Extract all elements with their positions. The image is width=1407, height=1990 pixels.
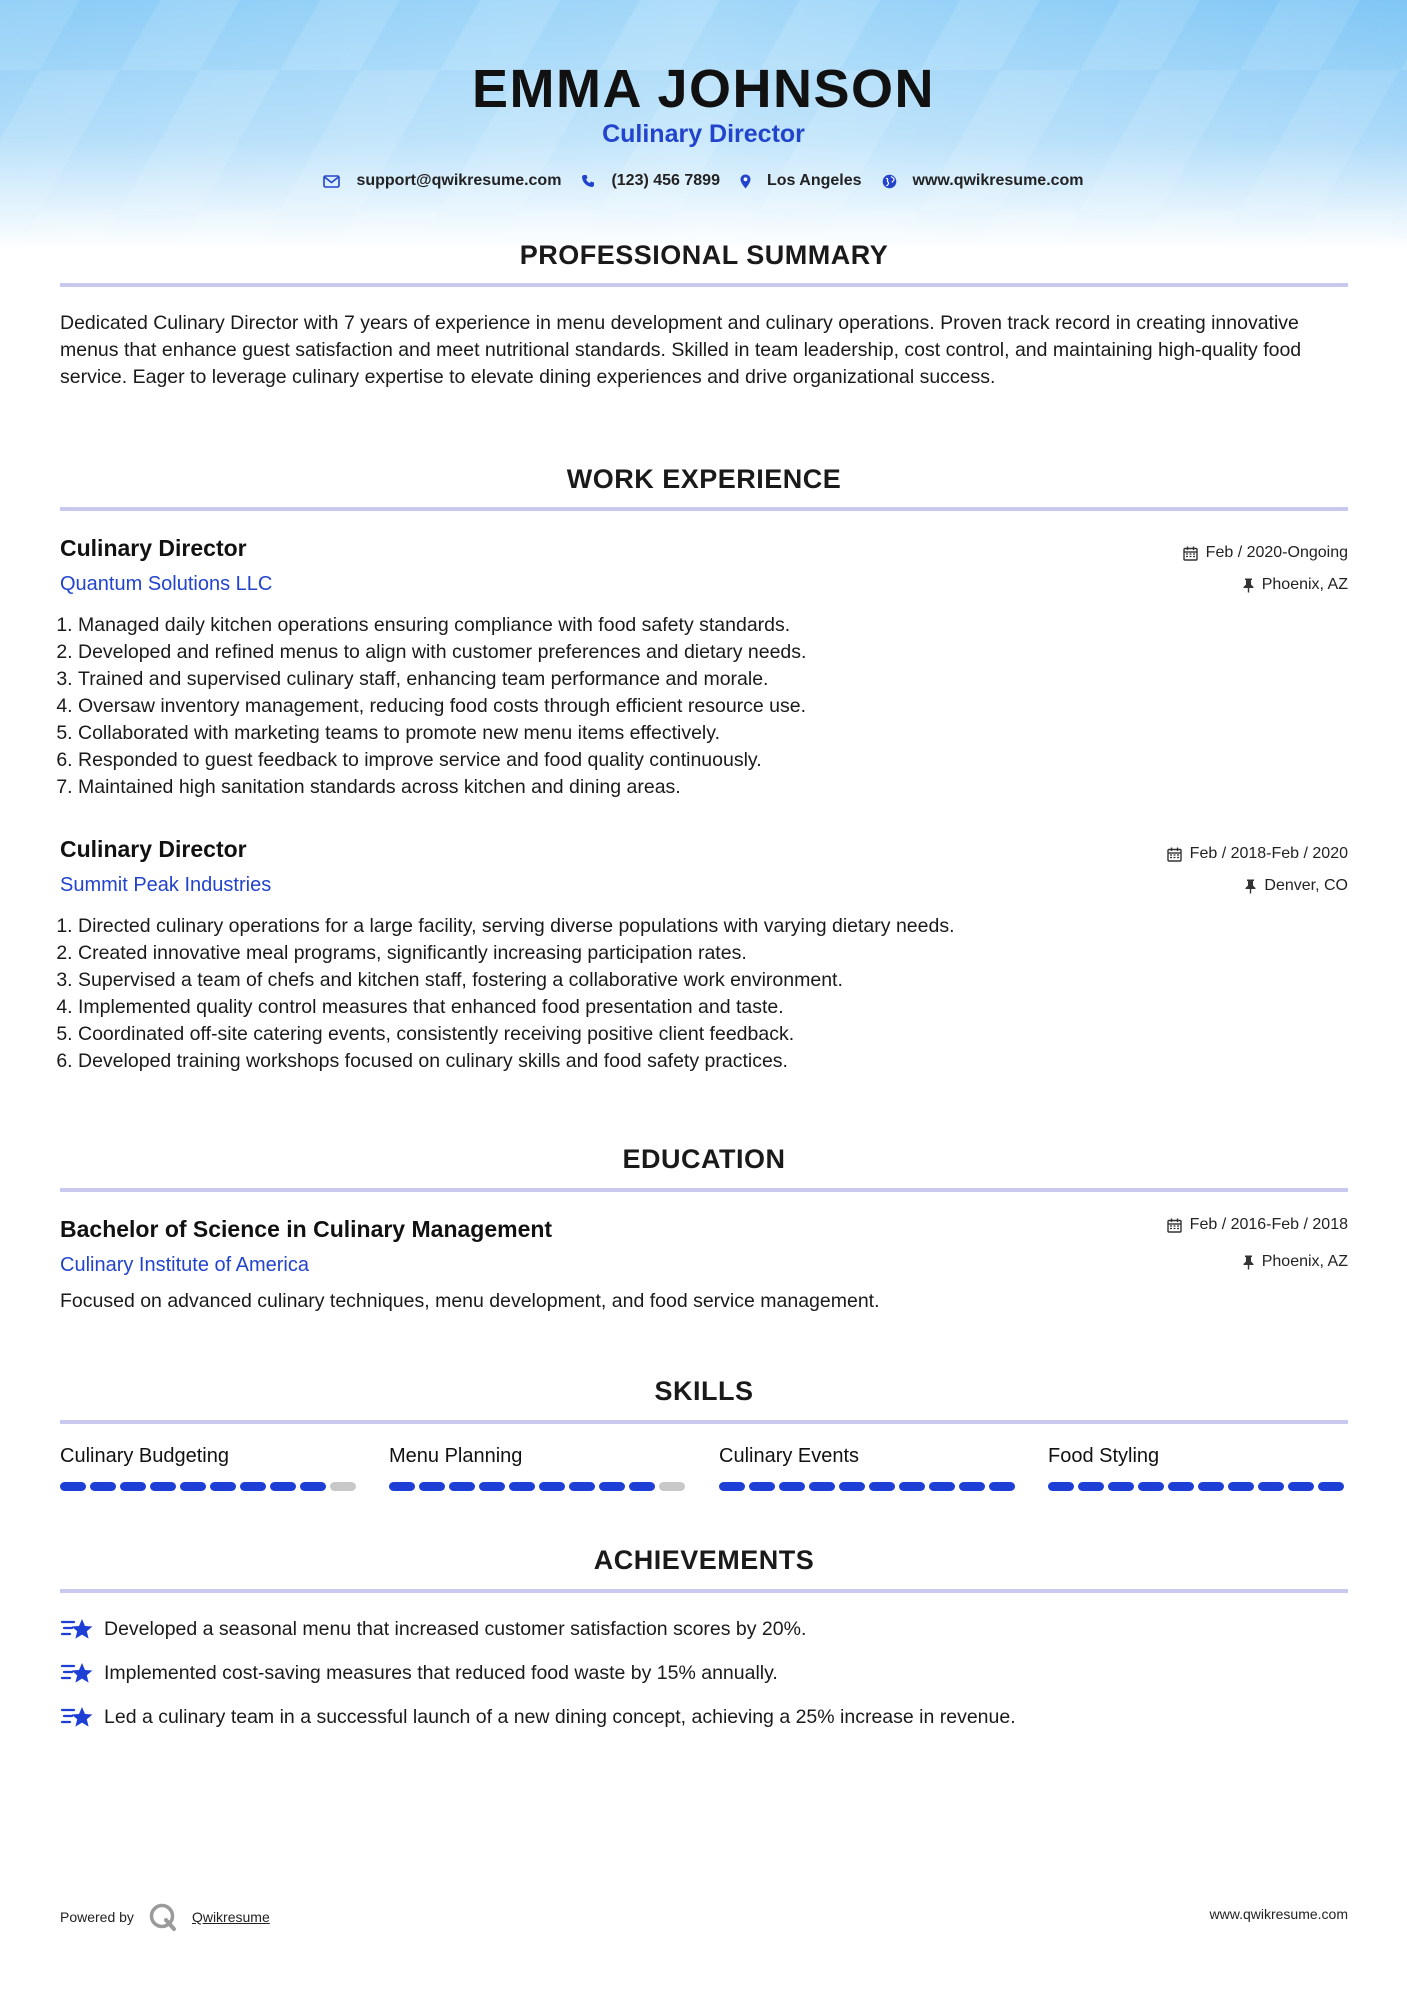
footer-website[interactable]: www.qwikresume.com [1209,1906,1348,1922]
skill-dot-empty [659,1482,685,1491]
job-bullets [54,612,1338,801]
list-item: 7. Maintained high sanitation standards across kitchen and dining areas. [78,774,1338,801]
skill-item [719,1445,1019,1491]
pushpin-icon [1245,879,1256,894]
skill-dot-filled [210,1482,236,1491]
skill-dot-filled [1228,1482,1254,1491]
skill-label: Culinary Events [719,1445,860,1467]
achievements-heading: ACHIEVEMENTS [593,1545,815,1575]
skill-dot-empty [330,1482,356,1491]
experience-divider [60,507,1348,511]
skill-dot-filled [899,1482,925,1491]
contact-website[interactable] [882,172,1084,190]
job-dates [1167,845,1348,863]
skill-dot-filled [509,1482,535,1491]
qwikresume-logo-icon [148,1902,178,1932]
education-dates-text: Feb / 2016-Feb / 2018 [1189,1216,1348,1233]
skill-dot-filled [60,1482,86,1491]
achievements-divider [60,1589,1348,1593]
contact-phone[interactable] [581,172,720,190]
skill-label: Culinary Budgeting [60,1445,229,1467]
degree-title: Bachelor of Science in Culinary Management [60,1216,553,1242]
school-name: Culinary Institute of America [60,1254,309,1276]
pushpin-icon [1243,578,1254,593]
job-location [1245,877,1348,895]
skill-item [389,1445,689,1491]
calendar-icon [1167,1218,1182,1233]
skills-divider [60,1420,1348,1424]
list-item: 4. Oversaw inventory management, reducing food costs through efficient resource use. [78,693,1338,720]
globe-icon [882,174,897,189]
skill-dot-filled [180,1482,206,1491]
skill-dot-filled [839,1482,865,1491]
achievement-text: Developed a seasonal menu that increased customer satisfaction scores by 20%. [104,1617,807,1640]
contact-email-text: support@qwikresume.com [356,172,562,189]
skill-dot-filled [809,1482,835,1491]
qwikresume-link[interactable]: Qwikresume [191,1909,270,1925]
skill-dot-filled [539,1482,565,1491]
list-item: 2. Developed and refined menus to align with customer preferences and dietary needs. [78,639,1338,666]
footer-powered-by [60,1902,270,1932]
experience-heading: WORK EXPERIENCE [566,464,842,494]
job-dates-text: Feb / 2018-Feb / 2020 [1189,845,1348,862]
list-item: 3. Trained and supervised culinary staff, enhancing team performance and morale. [78,666,1338,693]
skill-meter [719,1482,1019,1491]
contact-website-text: www.qwikresume.com [912,172,1084,189]
job-location [1243,576,1348,594]
achievement-text: Led a culinary team in a successful launch of a new dining concept, achieving a 25% increase in revenue. [104,1705,1016,1728]
job-dates [1183,544,1348,562]
skill-dot-filled [90,1482,116,1491]
skill-dot-filled [150,1482,176,1491]
list-item: 6. Responded to guest feedback to improve service and food quality continuously. [78,747,1338,774]
candidate-role: Culinary Director [602,120,805,148]
skill-dot-filled [1138,1482,1164,1491]
skill-meter [60,1482,360,1491]
list-item: 2. Created innovative meal programs, significantly increasing participation rates. [78,940,1338,967]
summary-text: Dedicated Culinary Director with 7 years of experience in menu development and culinary operations. Proven track record in creating innovative menus that enhance guest satisfaction and meet nutritional standards. Skilled in team leadership, cost control, and maintaining high-quality food service. Eager to leverage culinary expertise to elevate dining experiences and drive organizational success. [60,312,1302,388]
job-title: Culinary Director [60,535,247,561]
skill-dot-filled [1048,1482,1074,1491]
company-name: Quantum Solutions LLC [60,573,273,595]
powered-by-text: Powered by [60,1909,134,1925]
job-dates-text: Feb / 2020-Ongoing [1205,544,1348,561]
skill-dot-filled [1078,1482,1104,1491]
contact-location [740,172,862,190]
list-item: 5. Collaborated with marketing teams to promote new menu items effectively. [78,720,1338,747]
skill-dot-filled [989,1482,1015,1491]
education-heading: EDUCATION [622,1144,786,1174]
education-divider [60,1188,1348,1192]
list-item: 3. Supervised a team of chefs and kitchen staff, fostering a collaborative work environment. [78,967,1338,994]
skill-dot-filled [1288,1482,1314,1491]
calendar-icon [1167,847,1182,862]
contact-phone-text: (123) 456 7899 [611,172,720,189]
skill-dot-filled [929,1482,955,1491]
skill-dot-filled [959,1482,985,1491]
skill-item [60,1445,360,1491]
skill-meter [1048,1482,1348,1491]
achievement-item [60,1704,1016,1730]
skill-label: Food Styling [1048,1445,1160,1467]
education-dates [1167,1216,1348,1234]
shooting-star-icon [60,1616,96,1642]
company-name: Summit Peak Industries [60,874,272,896]
summary-heading: PROFESSIONAL SUMMARY [519,240,889,270]
skill-dot-filled [599,1482,625,1491]
skill-dot-filled [629,1482,655,1491]
calendar-icon [1183,546,1198,561]
contact-bar [0,172,1407,190]
skill-dot-filled [419,1482,445,1491]
contact-location-text: Los Angeles [766,172,862,189]
skill-dot-filled [569,1482,595,1491]
skill-dot-filled [300,1482,326,1491]
contact-email[interactable] [323,172,561,190]
shooting-star-icon [60,1704,96,1730]
skill-dot-filled [1198,1482,1224,1491]
skill-dot-filled [719,1482,745,1491]
job-title: Culinary Director [60,836,247,862]
education-location-text: Phoenix, AZ [1261,1253,1348,1270]
pushpin-icon [1243,1255,1254,1270]
skill-dot-filled [1258,1482,1284,1491]
skill-dot-filled [389,1482,415,1491]
achievement-text: Implemented cost-saving measures that reduced food waste by 15% annually. [104,1661,778,1684]
skill-label: Menu Planning [389,1445,523,1467]
job-location-text: Phoenix, AZ [1261,576,1348,593]
summary-divider [60,283,1348,287]
job-location-text: Denver, CO [1264,877,1348,894]
list-item: 1. Managed daily kitchen operations ensuring compliance with food safety standards. [78,612,1338,639]
skill-dot-filled [1168,1482,1194,1491]
skills-heading: SKILLS [654,1376,754,1406]
phone-icon [581,174,595,188]
skill-dot-filled [479,1482,505,1491]
skill-meter [389,1482,689,1491]
shooting-star-icon [60,1660,96,1686]
skill-dot-filled [240,1482,266,1491]
achievement-item [60,1660,778,1686]
skill-dot-filled [1318,1482,1344,1491]
list-item: 5. Coordinated off-site catering events, consistently receiving positive client feedback. [78,1021,1338,1048]
list-item: 4. Implemented quality control measures that enhanced food presentation and taste. [78,994,1338,1021]
education-location [1243,1253,1348,1271]
skill-dot-filled [449,1482,475,1491]
achievement-item [60,1616,806,1642]
candidate-name: EMMA JOHNSON [471,59,936,119]
education-description: Focused on advanced culinary techniques, menu development, and food service management. [60,1290,880,1312]
skill-dot-filled [1108,1482,1134,1491]
skill-dot-filled [270,1482,296,1491]
map-pin-icon [740,174,751,189]
skill-dot-filled [749,1482,775,1491]
skill-dot-filled [869,1482,895,1491]
skill-item [1048,1445,1348,1491]
list-item: 6. Developed training workshops focused on culinary skills and food safety practices. [78,1048,1338,1075]
list-item: 1. Directed culinary operations for a large facility, serving diverse populations with varying dietary needs. [78,913,1338,940]
skill-dot-filled [120,1482,146,1491]
envelope-icon [323,175,340,188]
job-bullets [54,913,1338,1075]
skill-dot-filled [779,1482,805,1491]
